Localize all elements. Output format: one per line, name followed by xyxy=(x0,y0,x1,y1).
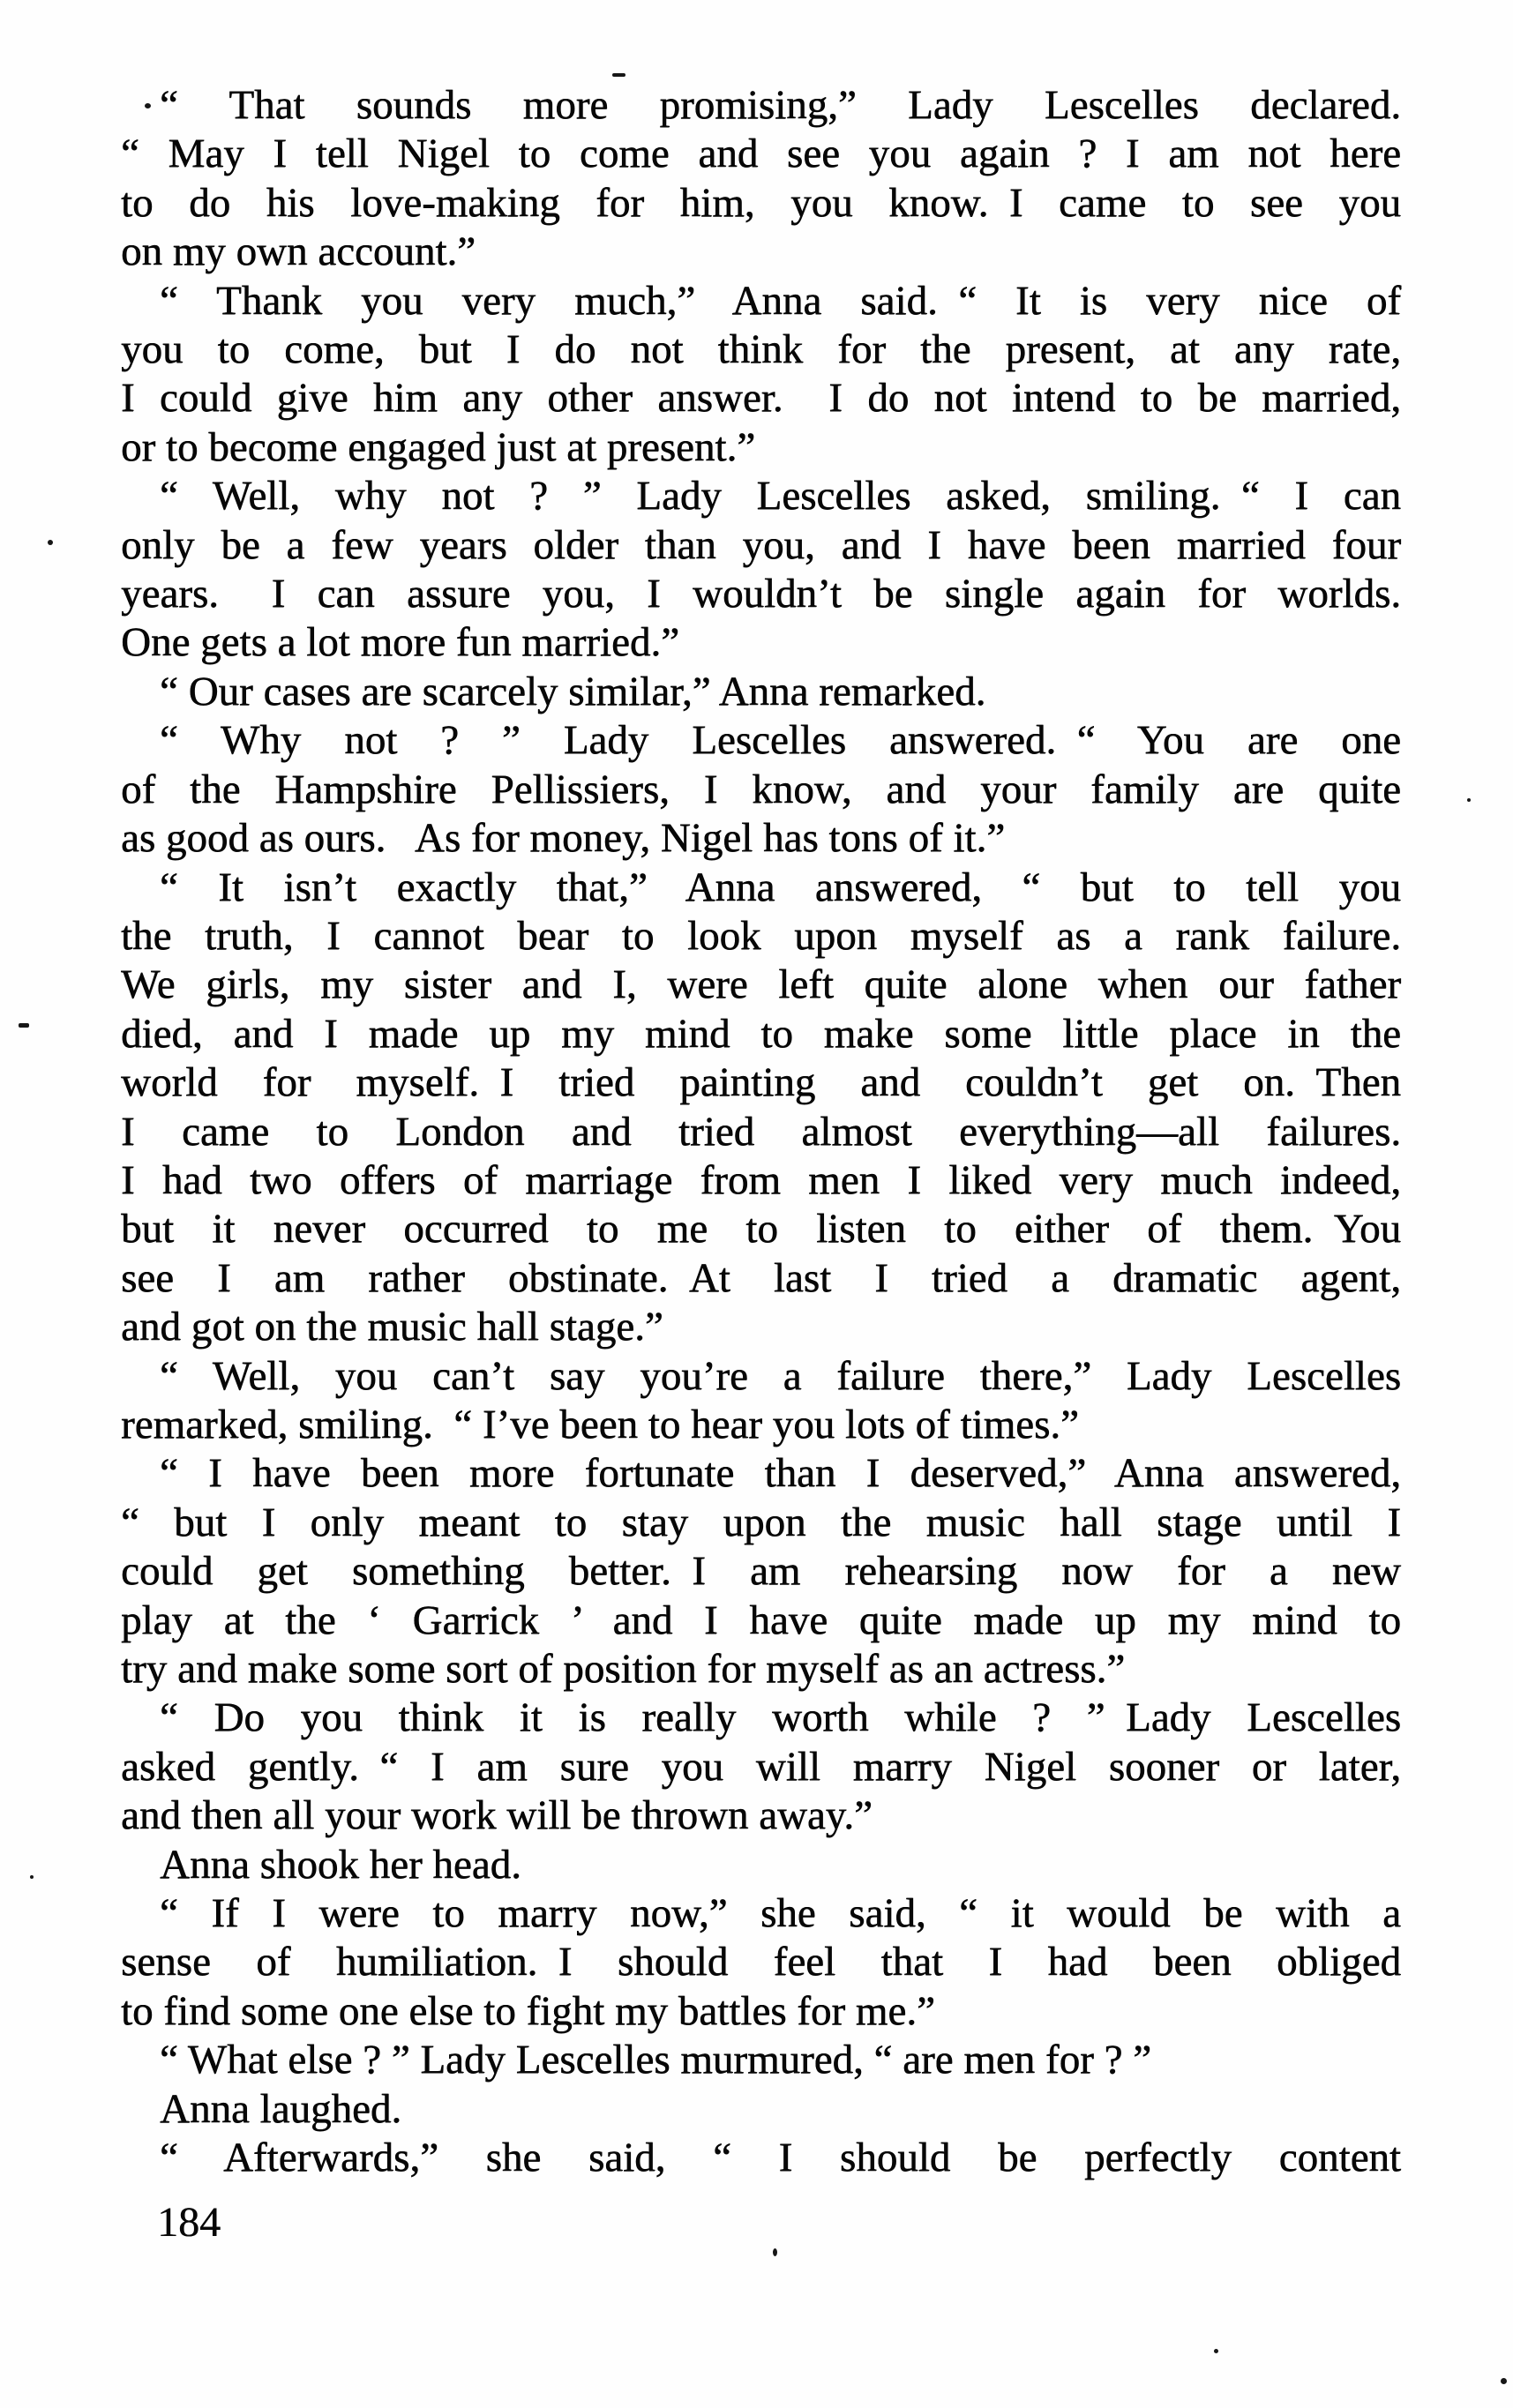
paragraph xyxy=(121,1352,1401,1450)
text-line: We girls, my sister and I, were left quite alone when our father xyxy=(121,961,1401,1008)
text-line: only be a few years older than you, and I have been married four xyxy=(121,521,1401,568)
text-line: try and make some sort of position for myself as an actress.” xyxy=(121,1646,1126,1692)
text-line: “ Thank you very much,” Anna said. “ It is very nice of xyxy=(160,277,1401,324)
text-line: years. I can assure you, I wouldn’t be single again for worlds. xyxy=(121,571,1401,617)
paragraph xyxy=(121,716,1401,863)
paragraph xyxy=(121,864,1401,1352)
text-line: “ Do you think it is really worth while ? ” Lady Lescelles xyxy=(160,1694,1401,1741)
text-line: “ I have been more fortunate than I deserved,” Anna answered, xyxy=(160,1450,1401,1497)
scan-speck xyxy=(1467,798,1471,802)
text-line: see I am rather obstinate. At last I tried a dramatic agent, xyxy=(121,1254,1401,1301)
paragraph xyxy=(121,2134,1401,2182)
text-line: “ Our cases are scarcely similar,” Anna remarked. xyxy=(160,668,986,714)
paragraph xyxy=(121,1841,1401,1889)
text-line: to do his love-making for him, you know. I came to see you xyxy=(121,179,1401,226)
paragraph xyxy=(121,277,1401,473)
text-line: “ but I only meant to stay upon the music hall stage until I xyxy=(121,1499,1401,1545)
text-line: or to become engaged just at present.” xyxy=(121,423,756,470)
text-line: as good as ours. As for money, Nigel has tons of it.” xyxy=(121,815,1006,862)
text-line: Anna shook her head. xyxy=(160,1841,521,1888)
scan-speck xyxy=(1501,2378,1507,2384)
text-line: “ Well, you can’t say you’re a failure there,” Lady Lescelles xyxy=(160,1352,1401,1399)
text-line: I could give him any other answer. I do not intend to be married, xyxy=(121,375,1401,422)
text-line: Anna laughed. xyxy=(160,2085,402,2132)
text-line: “ That sounds more promising,” Lady Lescelles declared. xyxy=(160,82,1401,128)
scan-speck xyxy=(30,1875,34,1879)
text-line: of the Hampshire Pellissiers, I know, and your family are quite xyxy=(121,766,1401,812)
text-line: to find some one else to fight my battles for me.” xyxy=(121,1987,935,2034)
text-line: the truth, I cannot bear to look upon myself as a rank failure. xyxy=(121,912,1401,959)
scan-speck xyxy=(773,2248,777,2256)
page-number: 184 xyxy=(157,2199,221,2246)
scan-speck xyxy=(1214,2349,1218,2353)
text-line: “ Afterwards,” she said, “ I should be perfectly content xyxy=(160,2135,1401,2181)
text-line: “ What else ? ” Lady Lescelles murmured, “ are men for ? ” xyxy=(160,2037,1151,2083)
scan-speck xyxy=(19,1023,29,1028)
text-line: remarked, smiling. “ I’ve been to hear you lots of times.” xyxy=(121,1401,1079,1447)
paragraph xyxy=(121,668,1401,716)
scan-speck xyxy=(612,73,625,77)
text-line: sense of humiliation. I should feel that I had been obliged xyxy=(121,1939,1401,1985)
text-line: asked gently. “ I am sure you will marry Nigel sooner or later, xyxy=(121,1743,1401,1790)
body-text xyxy=(121,81,1401,2182)
scan-speck xyxy=(48,540,53,545)
text-line: One gets a lot more fun married.” xyxy=(121,619,679,666)
scan-speck xyxy=(145,103,151,108)
text-line: play at the ‘ Garrick ’ and I have quite made up my mind to xyxy=(121,1597,1401,1643)
text-line: died, and I made up my mind to make some little place in the xyxy=(121,1010,1401,1057)
text-line: could get something better. I am rehearsing now for a new xyxy=(121,1548,1401,1595)
text-line: “ Well, why not ? ” Lady Lescelles asked, smiling. “ I can xyxy=(160,473,1401,520)
text-line: I had two offers of marriage from men I liked very much indeed, xyxy=(121,1156,1401,1203)
paragraph xyxy=(121,1694,1401,1840)
paragraph xyxy=(121,2085,1401,2134)
text-line: but it never occurred to me to listen to either of them. You xyxy=(121,1206,1401,1253)
text-line: “ It isn’t exactly that,” Anna answered, “ but to tell you xyxy=(160,864,1401,910)
text-line: I came to London and tried almost everything—all failures. xyxy=(121,1108,1401,1155)
text-line: on my own account.” xyxy=(121,228,476,275)
text-line: and got on the music hall stage.” xyxy=(121,1304,663,1350)
text-line: world for myself. I tried painting and couldn’t get on. Then xyxy=(121,1059,1401,1106)
text-line: and then all your work will be thrown away.” xyxy=(121,1792,873,1839)
paragraph xyxy=(121,1449,1401,1694)
paragraph xyxy=(121,1889,1401,2036)
paragraph xyxy=(121,472,1401,668)
paragraph xyxy=(121,81,1401,277)
text-line: “ Why not ? ” Lady Lescelles answered. “ You are one xyxy=(160,717,1401,764)
paragraph xyxy=(121,2036,1401,2084)
text-line: you to come, but I do not think for the present, at any rate, xyxy=(121,326,1401,373)
text-line: “ May I tell Nigel to come and see you again ? I am not here xyxy=(121,131,1401,177)
text-line: “ If I were to marry now,” she said, “ it would be with a xyxy=(160,1890,1401,1937)
